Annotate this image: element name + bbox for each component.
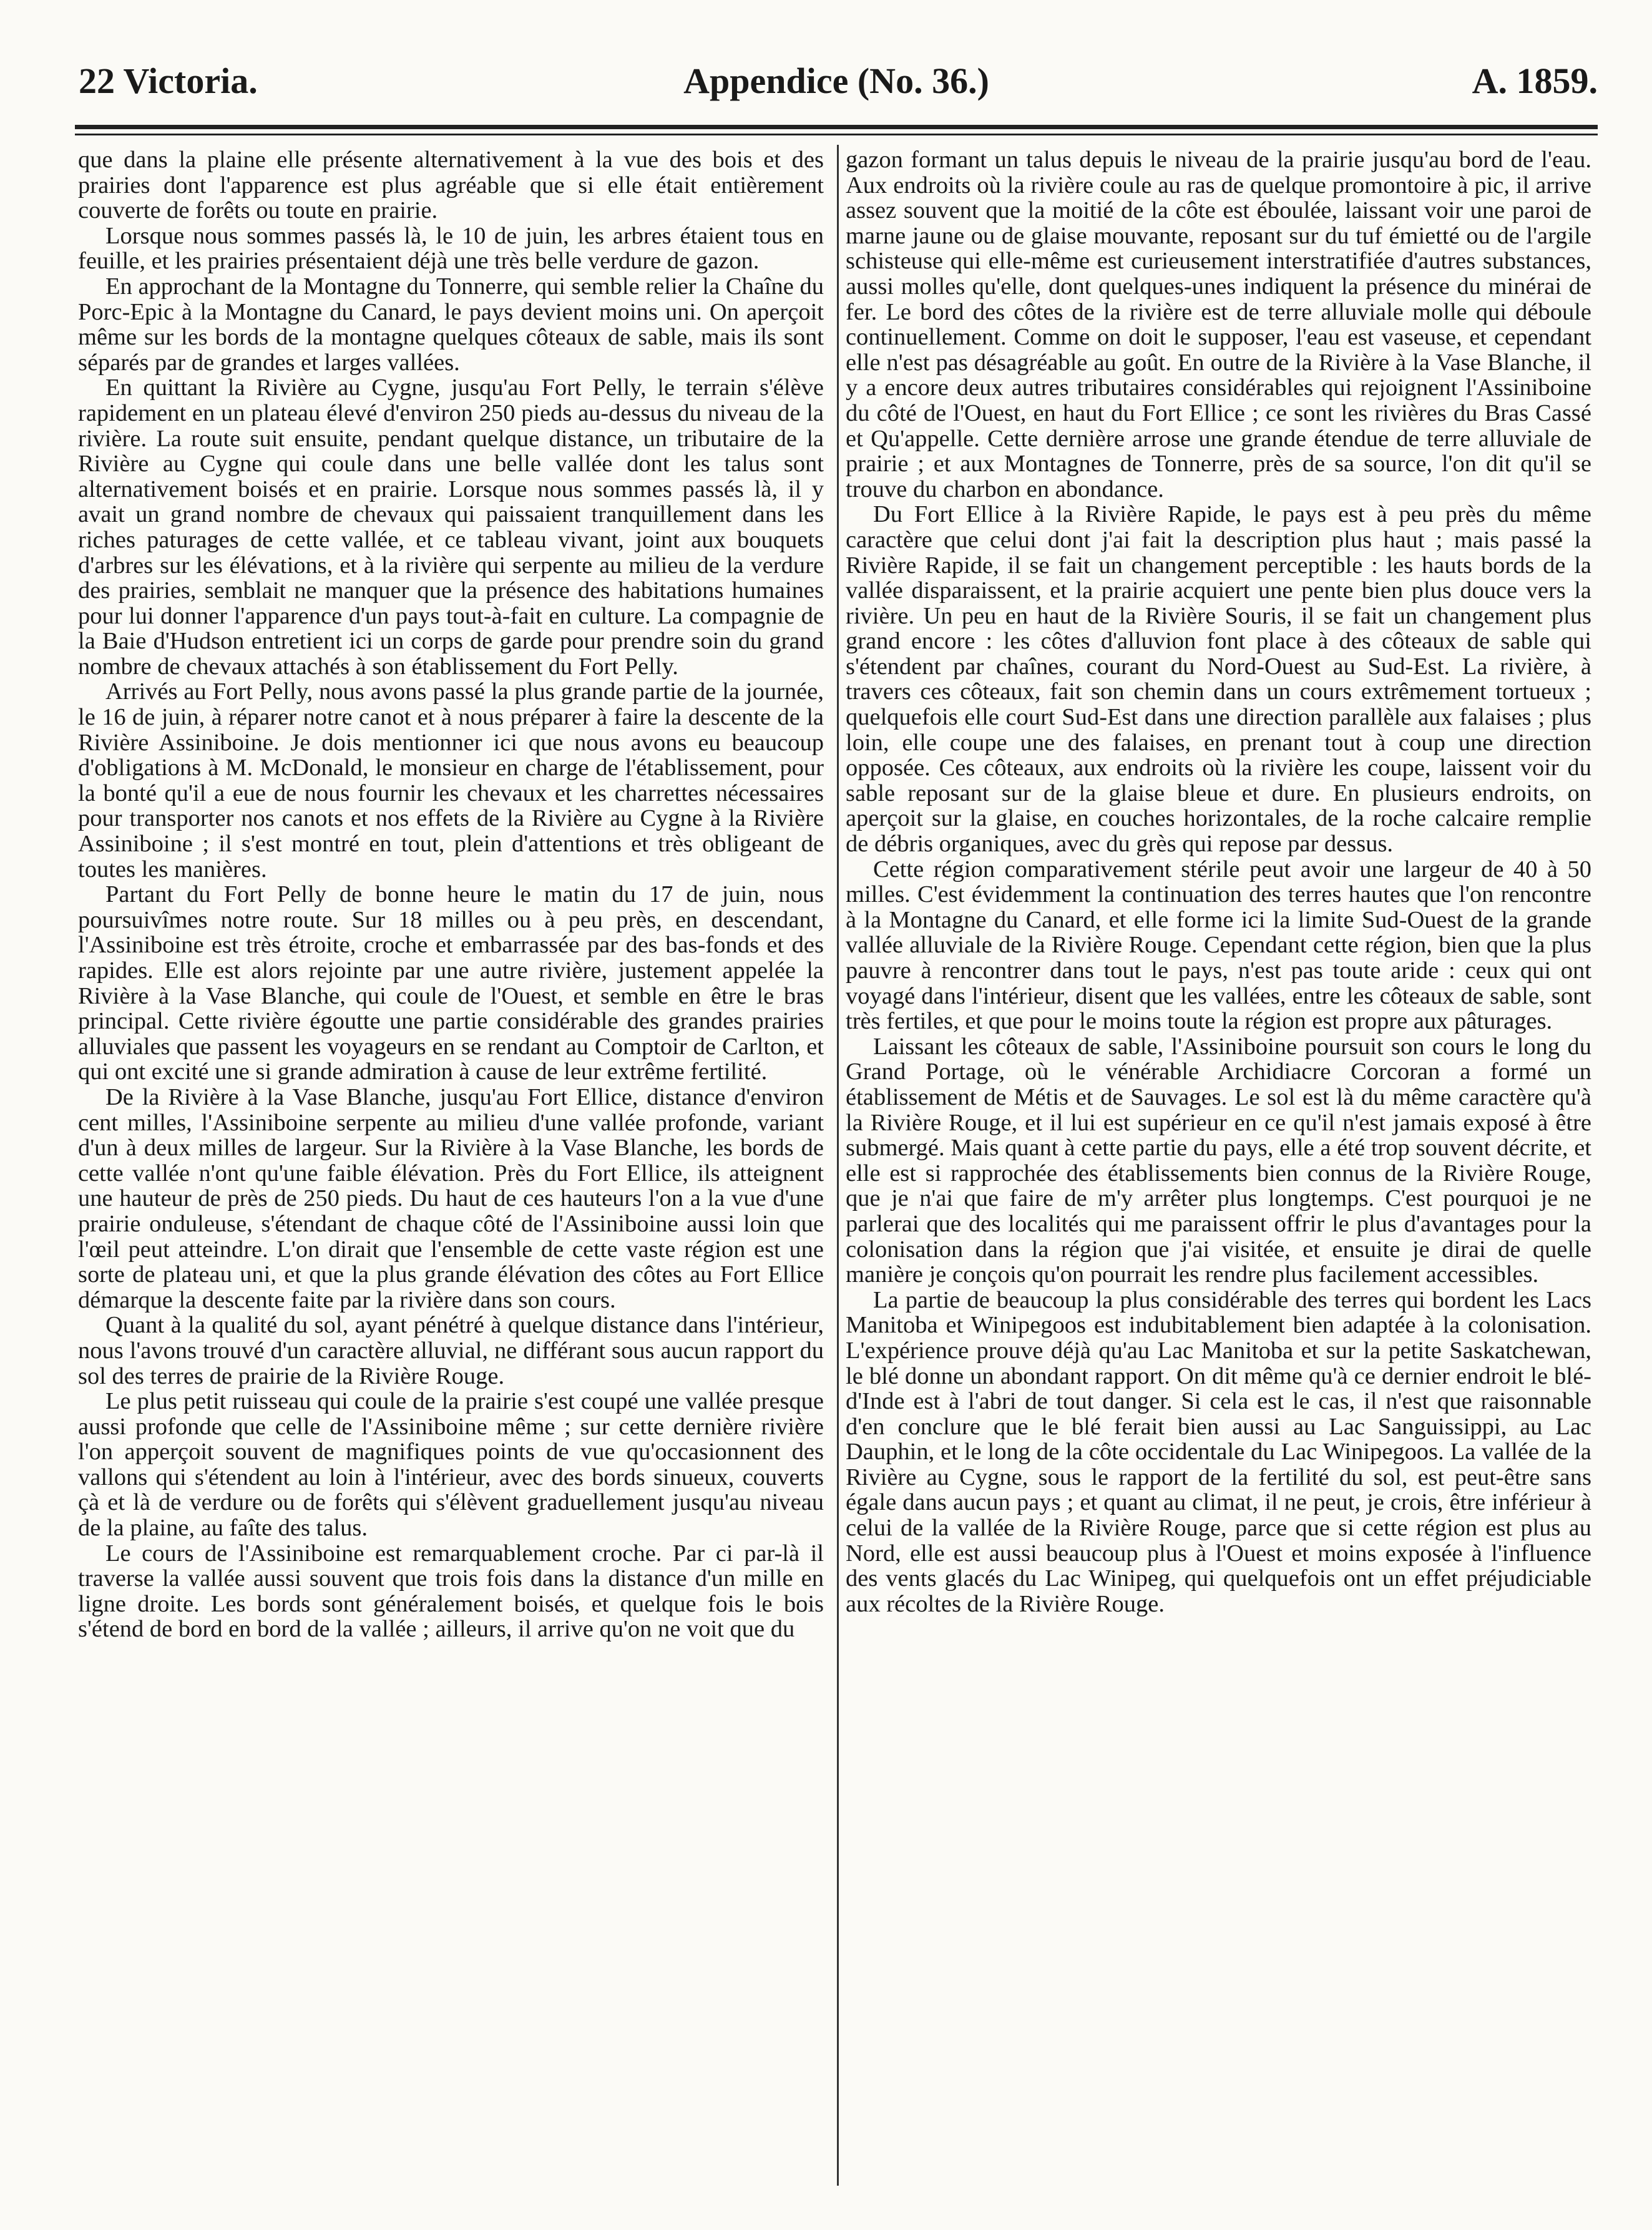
paragraph: gazon formant un talus depuis le niveau de la prairie jusqu'au bord de l'eau. Aux endroits où la rivière coule au ras de quelque promontoire à pic, il arrive assez souvent que la moitié de la côte est éboulée, laissant voir une paroi de marne jaune ou de glaise mouvante, reposant sur du tuf émietté ou de l'argile schisteuse qui elle-même est curieusement interstratifiée d'autres substances, aussi molles qu'elle, dont quelques-unes indiquent la présence du minérai de fer. Le bord des côtes de la rivière est de terre alluviale molle qui déboule continuellement. Comme on doit le supposer, l'eau est vaseuse, et cependant elle n'est pas désagréable au goût. En outre de la Rivière à la Vase Blanche, il y a encore deux autres tributaires considérables qui rejoignent l'Assiniboine du côté de l'Ouest, en haut du Fort Ellice ; ce sont les rivières du Bras Cassé et Qu'appelle. Cette dernière arrose une grande étendue de terre alluviale de prairie ; et aux Montagnes de Tonnerre, près de sa source, l'on dit qu'il se trouve du charbon en abondance.	[846, 147, 1591, 502]
paragraph: que dans la plaine elle présente alternativement à la vue des bois et des prairies dont l'apparence est plus agréable que si elle était entièrement couverte de forêts ou toute en prairie.	[78, 147, 824, 224]
left-column	[78, 147, 824, 1642]
paragraph: Laissant les côteaux de sable, l'Assiniboine poursuit son cours le long du Grand Portage, où le vénérable Archidiacre Corcoran a formé un établissement de Métis et de Sauvages. Le sol est là du même caractère qu'à la Rivière Rouge, et il lui est supérieur en ce qu'il n'est jamais exposé à être submergé. Mais quant à cette partie du pays, elle a été trop souvent décrite, et elle est si rapprochée des établissements bien connus de la Rivière Rouge, que je n'ai que faire de m'y arrêter plus longtemps. C'est pourquoi je ne parlerai que des localités qui me paraissent offrir le plus d'avantages pour la colonisation dans la région que j'ai visitée, et ensuite je dirai de quelle manière je conçois qu'on pourrait les rendre plus facilement accessibles.	[846, 1033, 1591, 1288]
header-rule-thick	[75, 125, 1598, 129]
paragraph: Du Fort Ellice à la Rivière Rapide, le pays est à peu près du même caractère que celui dont j'ai fait la description plus haut ; mais passé la Rivière Rapide, il se fait un changement perceptible : les hauts bords de la vallée disparaissent, et la prairie acquiert une pente bien plus douce vers la rivière. Un peu en haut de la Rivière Souris, il se fait un changement plus grand encore : les côtes d'alluvion font place à des côteaux de sable qui s'étendent par chaînes, courant du Nord-Ouest au Sud-Est. La rivière, à travers ces côteaux, fait son chemin dans un cours extrêmement tortueux ; quelquefois elle court Sud-Est dans une direction parallèle aux falaises ; plus loin, elle coupe une des falaises, en prenant tout à coup une direction opposée. Ces côteaux, aux endroits où la rivière les coupe, laissent voir du sable reposant sur de la glaise bleue et dure. En plusieurs endroits, on aperçoit sur la glaise, en couches horizontales, de la roche calcaire remplie de débris organiques, avec du grès qui repose par dessus.	[846, 501, 1591, 858]
page-header	[75, 60, 1598, 112]
paragraph: Le plus petit ruisseau qui coule de la prairie s'est coupé une vallée presque aussi profonde que celle de l'Assiniboine même ; sur cette dernière rivière l'on apperçoit souvent de magnifiques points de vue qu'occasionnent des vallons qui s'étendent au loin à l'intérieur, avec des bords sinueux, couverts çà et là de verdure ou de forêts qui s'élèvent graduellement jusqu'au niveau de la plaine, au faîte des talus.	[78, 1388, 824, 1542]
paragraph: En approchant de la Montagne du Tonnerre, qui semble relier la Chaîne du Porc-Epic à la Montagne du Canard, le pays devient moins uni. On aperçoit même sur les bords de la montagne quelques côteaux de sable, mais ils sont séparés par de grandes et larges vallées.	[78, 273, 824, 376]
paragraph: Partant du Fort Pelly de bonne heure le matin du 17 de juin, nous poursuivîmes notre route. Sur 18 milles ou à peu près, en descendant, l'Assiniboine est très étroite, croche et embarrassée par des bas-fonds et des rapides. Elle est alors rejointe par une autre rivière, justement appelée la Rivière à la Vase Blanche, qui coule de l'Ouest, et semble en être le bras principal. Cette rivière égoutte une partie considérable des grandes prairies alluviales que passent les voyageurs en se rendant au Comptoir de Carlton, et qui ont excité une si grande admiration à cause de leur extrême fertilité.	[78, 881, 824, 1085]
header-appendix: Appendice (No. 36.)	[683, 61, 989, 101]
paragraph: Lorsque nous sommes passés là, le 10 de juin, les arbres étaient tous en feuille, et les prairies présentaient déjà une très belle verdure de gazon.	[78, 222, 824, 275]
header-session: 22 Victoria.	[79, 61, 258, 101]
paragraph: La partie de beaucoup la plus considérable des terres qui bordent les Lacs Manitoba et Winipegoos est indubitablement bien adaptée à la colonisation. L'expérience prouve déjà qu'au Lac Manitoba et sur la petite Saskatchewan, le blé donne un abondant rapport. On dit même qu'à ce dernier endroit le blé-d'Inde est à l'abri de tout danger. Si cela est le cas, il n'est que raisonnable d'en conclure que le blé ferait bien aussi au Lac Sanguissippi, au Lac Dauphin, et le long de la côte occidentale du Lac Winipegoos. La vallée de la Rivière au Cygne, sous le rapport de la fertilité du sol, est peut-être sans égale dans aucun pays ; et quant au climat, il ne peut, je crois, être inférieur à celui de la vallée de la Rivière Rouge, parce que si cette région est plus au Nord, elle est aussi beaucoup plus à l'Ouest et moins exposée à l'influence des vents glacés du Lac Winipeg, qui quelquefois ont un effet préjudiciable aux récoltes de la Rivière Rouge.	[846, 1286, 1591, 1617]
paragraph: Cette région comparativement stérile peut avoir une largeur de 40 à 50 milles. C'est évidemment la continuation des terres hautes que l'on rencontre à la Montagne du Canard, et elle forme ici la limite Sud-Ouest de la grande vallée alluviale de la Rivière Rouge. Cependant cette région, bien que la plus pauvre à rencontrer dans tout le pays, n'est pas toute aride : ceux qui ont voyagé dans l'intérieur, disent que les vallées, entre les côteaux de sable, sont très fertiles, et que pour le moins toute la région est propre aux pâturages.	[846, 856, 1591, 1035]
paragraph: Quant à la qualité du sol, ayant pénétré à quelque distance dans l'intérieur, nous l'avons trouvé d'un caractère alluvial, ne différant sous aucun rapport du sol des terres de prairie de la Rivière Rouge.	[78, 1312, 824, 1389]
header-year: A. 1859.	[1472, 61, 1598, 101]
paragraph: Le cours de l'Assiniboine est remarquablement croche. Par ci par-là il traverse la vallée aussi souvent que trois fois dans la distance d'un mille en ligne droite. Les bords sont généralement boisés, et quelque fois le bois s'étend de bord en bord de la vallée ; ailleurs, il arrive qu'on ne voit que du	[78, 1540, 824, 1643]
paragraph: De la Rivière à la Vase Blanche, jusqu'au Fort Ellice, distance d'environ cent milles, l'Assiniboine serpente au milieu d'une vallée profonde, variant d'un à deux milles de largeur. Sur la Rivière à la Vase Blanche, les bords de cette vallée n'ont qu'une faible élévation. Près du Fort Ellice, ils atteignent une hauteur de près de 250 pieds. Du haut de ces hauteurs l'on a la vue d'une prairie onduleuse, s'étendant de chaque côté de l'Assiniboine aussi loin que l'œil peut atteindre. L'on dirait que l'ensemble de cette vaste région est une sorte de plateau uni, et que la plus grande élévation des côtes au Fort Ellice démarque la descente faite par la rivière dans son cours.	[78, 1083, 824, 1313]
right-column	[846, 147, 1591, 1616]
paragraph: En quittant la Rivière au Cygne, jusqu'au Fort Pelly, le terrain s'élève rapidement en un plateau élevé d'environ 250 pieds au-dessus du niveau de la rivière. La route suit ensuite, pendant quelque distance, un tributaire de la Rivière au Cygne qui coule dans une belle vallée dont les talus sont alternativement boisés et en prairie. Lorsque nous sommes passés là, il y avait un grand nombre de chevaux qui paissaient tranquillement dans les riches paturages de cette vallée, et ce tableau vivant, joint aux bouquets d'arbres sur les élévations, et à la rivière qui serpente au milieu de la verdure des prairies, semblait ne manquer que la présence des habitations humaines pour lui donner l'apparence d'un pays tout-à-fait en culture. La compagnie de la Baie d'Hudson entretient ici un corps de garde pour prendre soin du grand nombre de chevaux attachés à son établissement du Fort Pelly.	[78, 374, 824, 680]
column-divider	[837, 145, 839, 2186]
header-rule-thin	[75, 134, 1598, 135]
paragraph: Arrivés au Fort Pelly, nous avons passé la plus grande partie de la journée, le 16 de juin, à réparer notre canot et à nous préparer à faire la descente de la Rivière Assiniboine. Je dois mentionner ici que nous avons eu beaucoup d'obligations à M. McDonald, le monsieur en charge de l'établissement, pour la bonté qu'il a eue de nous fournir les chevaux et les charrettes nécessaires pour transporter nos canots et nos effets de la Rivière au Cygne à la Rivière Assiniboine ; il s'est montré en tout, plein d'attentions et très obligeant de toutes les manières.	[78, 678, 824, 883]
